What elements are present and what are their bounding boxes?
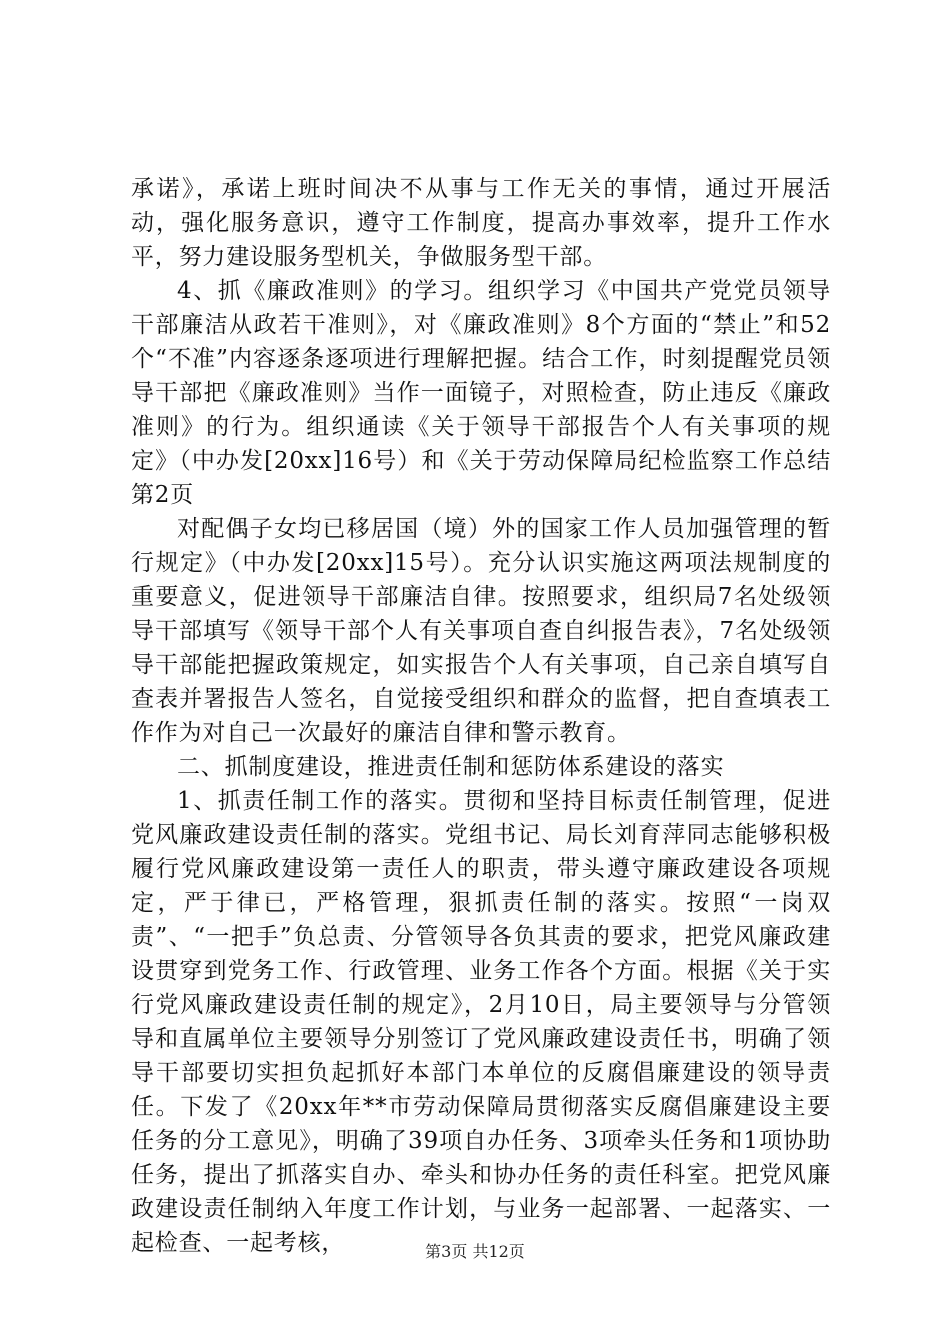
document-body — [131, 172, 831, 1260]
section-heading-system-building: 二、抓制度建设，推进责任制和惩防体系建设的落实 — [177, 754, 725, 780]
paragraph-commitment: 承诺》，承诺上班时间决不从事与工作无关的事情，通过开展活动，强化服务意识，遵守工作制度，提高办事效率，提升工作水平，努力建设服务型机关，争做服务型干部。 — [131, 176, 831, 270]
paragraph-integrity-rules-study: 4、抓《廉政准则》的学习。组织学习《中国共产党党员领导干部廉洁从政若干准则》，对《廉政准则》8个方面的“禁止”和52个“不准”内容逐条逐项进行理解把握。结合工作，时刻提醒党员领导干部把《廉政准则》当作一面镜子，对照检查，防止违反《廉政准则》的行为。组织通读《关于领导干部报告个人有关事项的规定》（中办发[20xx]16号）和《关于劳动保障局纪检监察工作总结第2页 — [131, 278, 831, 508]
paragraph-responsibility-system: 1、抓责任制工作的落实。贯彻和坚持目标责任制管理，促进党风廉政建设责任制的落实。党组书记、局长刘育萍同志能够积极履行党风廉政建设第一责任人的职责，带头遵守廉政建设各项规定，严于律已，严格管理，狠抓责任制的落实。按照“一岗双责”、“一把手”负总责、分管领导各负其责的要求，把党风廉政建设贯穿到党务工作、行政管理、业务工作各个方面。根据《关于实行党风廉政建设责任制的规定》，2月10日，局主要领导与分管领导和直属单位主要领导分别签订了党风廉政建设责任书，明确了领导干部要切实担负起抓好本部门本单位的反腐倡廉建设的领导责任。下发了《20xx年**市劳动保障局贯彻落实反腐倡廉建设主要任务的分工意见》，明确了39项自办任务、3项牵头任务和1项协助任务，提出了抓落实自办、牵头和协办任务的责任科室。把党风廉政建设责任制纳入年度工作计划，与业务一起部署、一起落实、一起检查、一起考核， — [131, 788, 831, 1256]
page-number-footer: 第3页 共12页 — [425, 1242, 525, 1261]
paragraph-spouse-children-regulation: 对配偶子女均已移居国（境）外的国家工作人员加强管理的暂行规定》（中办发[20xx]15号）。充分认识实施这两项法规制度的重要意义，促进领导干部廉洁自律。按照要求，组织局7名处级领导干部填写《领导干部个人有关事项自查自纠报告表》，7名处级领导干部能把握政策规定，如实报告个人有关事项，自己亲自填写自查表并署报告人签名，自觉接受组织和群众的监督，把自查填表工作作为对自己一次最好的廉洁自律和警示教育。 — [131, 516, 831, 746]
